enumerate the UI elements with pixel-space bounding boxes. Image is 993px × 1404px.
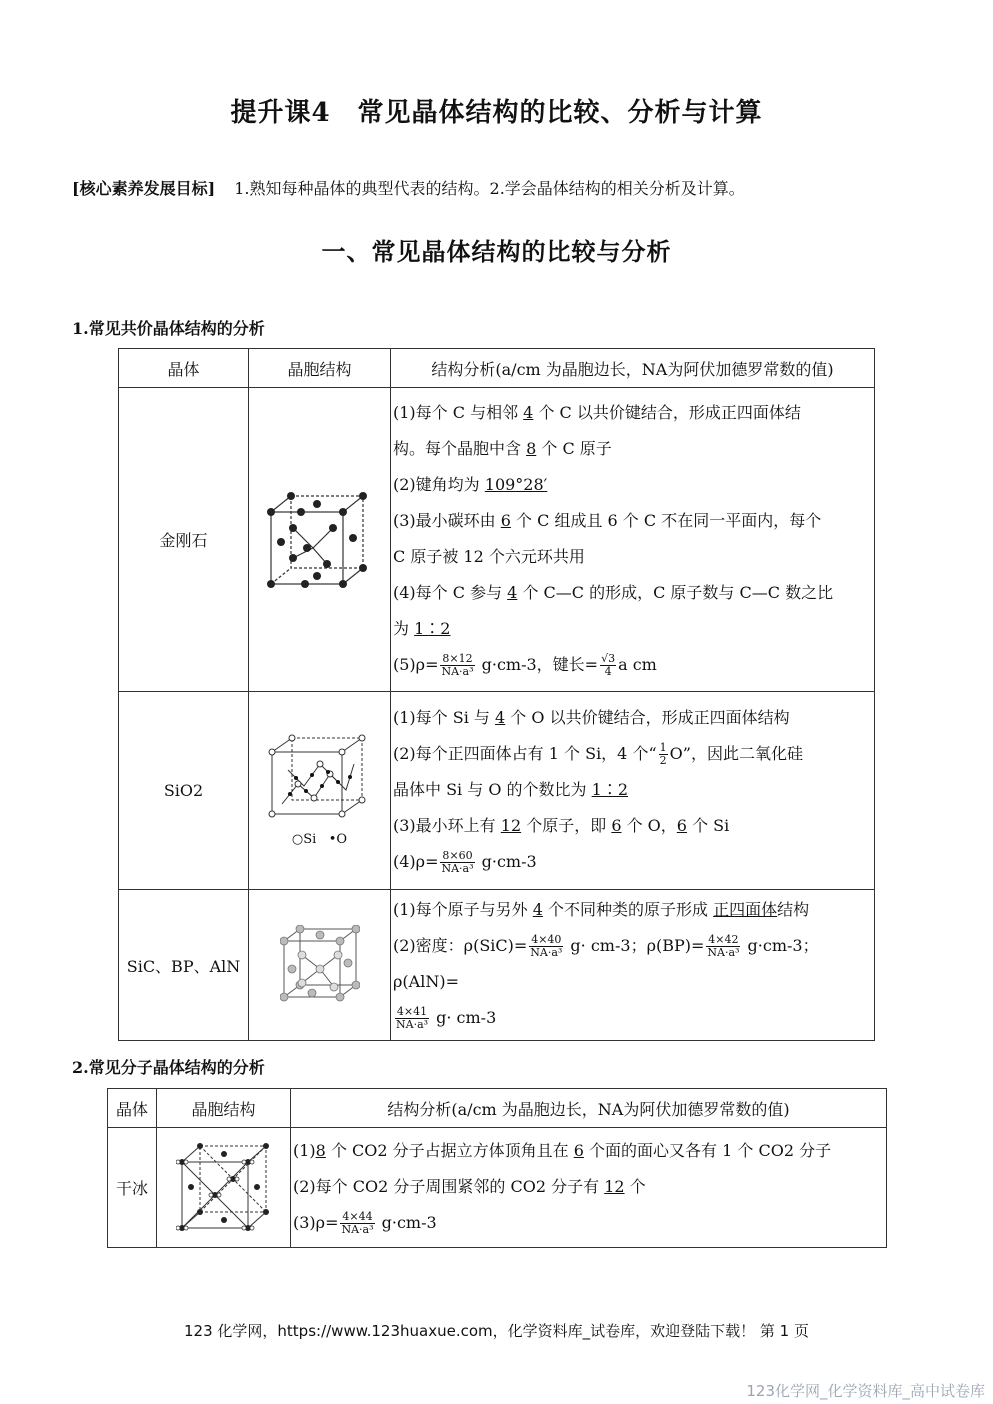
molecular-crystal-table: [107, 1088, 887, 1248]
diamond-lattice-icon: [265, 492, 375, 588]
section-title: 一、常见晶体结构的比较与分析: [321, 237, 672, 266]
table-row-sio2: [119, 692, 875, 890]
sio2-analysis: (1)每个 Si 与 4 个 O 以共价键结合，形成正四面体结构 (2)每个正四面体占有 1 个 Si，4 个“ $\frac{1}{2}$ O”，因此二氧化硅 晶体中 Si 与 O 的个数比为 1∶2 (3)最小环上有 12 个原子，即 6 个 O，6 个 Si (4)ρ= $\frac{8\times 60}{\text{NA·a³}}$ g·cm-3: [391, 692, 875, 890]
goals-text: 1.熟知每种晶体的典型代表的结构。2.学会晶体结构的相关分析及计算。: [234, 179, 745, 198]
page-title: 提升课4 常见晶体结构的比较、分析与计算: [230, 98, 763, 128]
legend-si: ○Si: [291, 832, 317, 847]
header-crystal: 晶体: [119, 349, 249, 388]
header-structure: 晶胞结构: [249, 349, 391, 388]
header-analysis: 结构分析(a/cm 为晶胞边长，NA为阿伏加德罗常数的值): [391, 349, 875, 388]
watermark: 123化学网_化学资料库_高中试卷库: [746, 1382, 985, 1400]
crystal-name: 干冰: [108, 1128, 157, 1248]
sio2-lattice-icon: [268, 734, 372, 830]
sic-cell-image: [249, 890, 391, 1041]
page-footer: 123 化学网，https://www.123huaxue.com，化学资料库_试卷库，欢迎登陆下载！ 第 1 页: [184, 1322, 809, 1340]
covalent-crystal-table: [118, 348, 875, 1041]
crystal-name: 金刚石: [119, 388, 249, 692]
subsection-molecular: 2.常见分子晶体结构的分析: [72, 1058, 265, 1077]
goals-tag: [核心素养发展目标]: [72, 179, 216, 198]
table-row-sic: [119, 890, 875, 1041]
header-crystal: 晶体: [108, 1089, 157, 1128]
dryice-lattice-icon: [176, 1140, 272, 1236]
crystal-name: SiO2: [119, 692, 249, 890]
table-header-row: [108, 1089, 887, 1128]
header-analysis: 结构分析(a/cm 为晶胞边长，NA为阿伏加德罗常数的值): [291, 1089, 887, 1128]
dryice-cell-image: [157, 1128, 291, 1248]
dryice-analysis: (1)8 个 CO2 分子占据立方体顶角且在 6 个面的面心又各有 1 个 CO2 分子 (2)每个 CO2 分子周围紧邻的 CO2 分子有 12 个 (3)ρ= $\frac{4\times 44}{\text{NA·a³}}$ g·cm-3: [291, 1128, 887, 1248]
table-row-diamond: [119, 388, 875, 692]
table-header-row: [119, 349, 875, 388]
crystal-name: SiC、BP、AlN: [119, 890, 249, 1041]
subsection-covalent: 1.常见共价晶体结构的分析: [72, 319, 265, 338]
header-structure: 晶胞结构: [157, 1089, 291, 1128]
sic-lattice-icon: [280, 925, 360, 1005]
sio2-cell-image: [249, 692, 391, 890]
diamond-cell-image: [249, 388, 391, 692]
legend-o: •O: [328, 832, 348, 847]
sic-analysis: (1)每个原子与另外 4 个不同种类的原子形成 正四面体结构 (2)密度：ρ(SiC)= $\frac{4\times 40}{\text{NA·a³}}$ g· cm-3；ρ(BP)= $\frac{4\times 42}{\text{NA·a³}}$ g·cm-3；ρ(AlN)= $\frac{4\times 41}{\text{NA·a³}}$ g· cm-3: [391, 890, 875, 1041]
table-row-dryice: [108, 1128, 887, 1248]
diamond-analysis: (1)每个 C 与相邻 4 个 C 以共价键结合，形成正四面体结 构。每个晶胞中含 8 个 C 原子 (2)键角均为 109°28′ (3)最小碳环由 6 个 C 组成且 6 个 C 不在同一平面内，每个 C 原子被 12 个六元环共用 (4)每个 C 参与 4 个 C—C 的形成，C 原子数与 C—C 数之比 为 1∶2 (5)ρ= $\frac{8\times 12}{\text{NA·a³}}$ g·cm-3，键长= $\frac{√3}{4}$ a cm: [391, 388, 875, 692]
core-goals: [72, 176, 745, 199]
